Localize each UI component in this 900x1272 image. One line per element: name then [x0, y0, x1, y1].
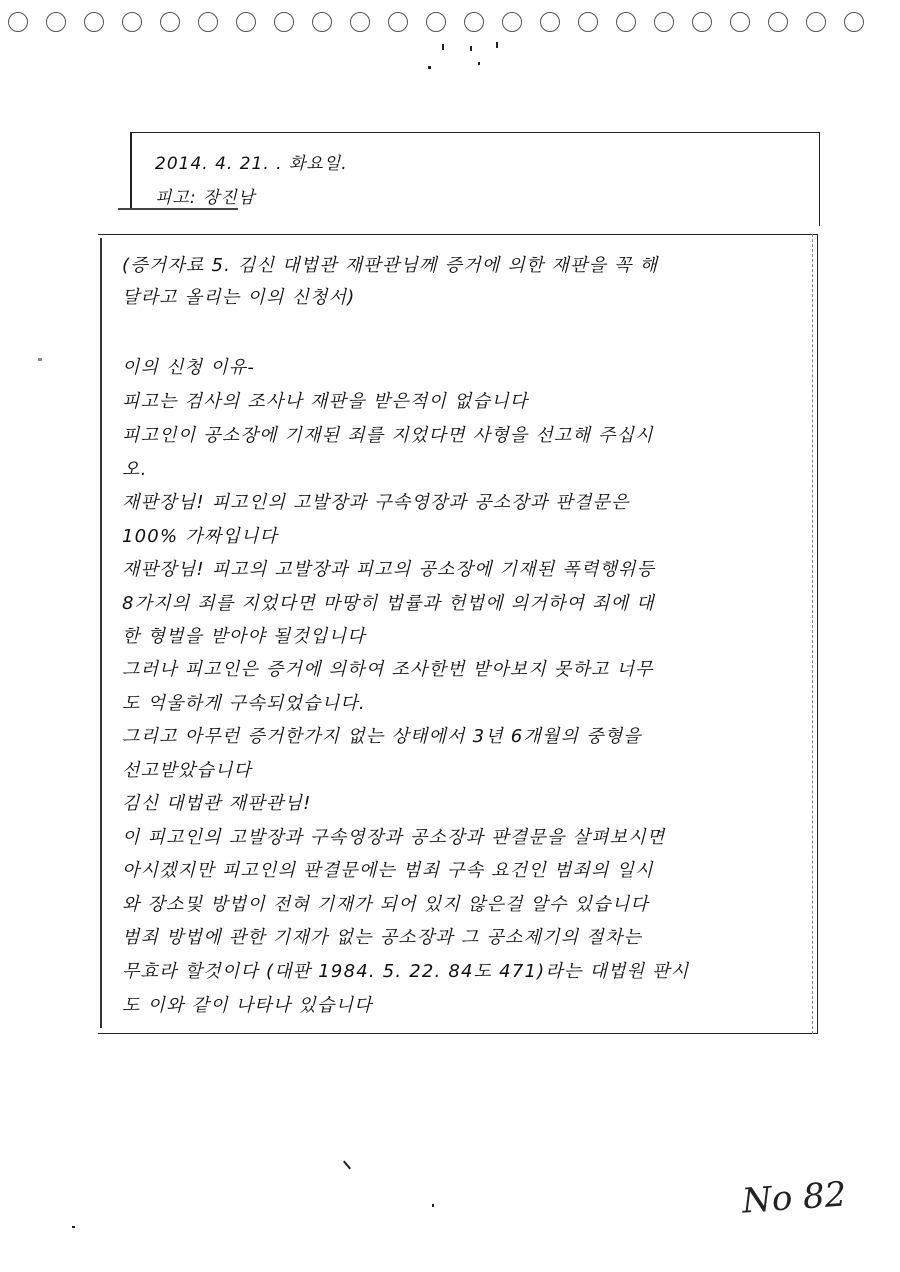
body-line: 김신 대법관 재판관님! — [122, 793, 312, 814]
scan-speck — [478, 62, 480, 65]
main-box-left-border — [100, 238, 102, 1028]
body-line: 이 피고인의 고발장과 구속영장과 공소장과 판결문을 살펴보시면 — [122, 827, 666, 848]
punch-holes — [0, 12, 900, 36]
punch-hole — [768, 12, 788, 32]
body-line: 선고받았습니다 — [122, 760, 253, 781]
scan-speck — [38, 358, 42, 361]
punch-hole — [312, 12, 332, 32]
punch-hole — [616, 12, 636, 32]
punch-hole — [274, 12, 294, 32]
punch-hole — [730, 12, 750, 32]
main-box-guide-line — [812, 234, 814, 1034]
punch-hole — [198, 12, 218, 32]
body-line: 피고인이 공소장에 기재된 죄를 지었다면 사형을 선고해 주십시 — [122, 425, 654, 446]
body-line: 그리고 아무런 증거한가지 없는 상태에서 3년 6개월의 중형을 — [122, 726, 642, 747]
body-line: 100% 가짜입니다 — [122, 526, 279, 547]
body-line: 범죄 방법에 관한 기재가 없는 공소장과 그 공소제기의 절차는 — [122, 927, 643, 948]
body-line: 재판장님! 피고의 고발장과 피고의 공소장에 기재된 폭력행위등 — [122, 559, 656, 580]
punch-hole — [236, 12, 256, 32]
punch-hole — [84, 12, 104, 32]
punch-hole — [540, 12, 560, 32]
punch-hole — [8, 12, 28, 32]
body-line: 피고는 검사의 조사나 재판을 받은적이 없습니다 — [122, 391, 529, 412]
body-line: 도 억울하게 구속되었습니다. — [122, 693, 366, 714]
body-line: 와 장소및 방법이 전혀 기재가 되어 있지 않은걸 알수 있습니다 — [122, 894, 649, 915]
body-line: 재판장님! 피고인의 고발장과 구속영장과 공소장과 판결문은 — [122, 492, 630, 513]
body-line: 무효라 할것이다 (대판 1984. 5. 22. 84도 471)라는 대법원 판시 — [122, 961, 690, 982]
punch-hole — [806, 12, 826, 32]
scan-speck — [343, 1161, 351, 1170]
punch-hole — [464, 12, 484, 32]
date-line: 2014. 4. 21. . 화요일. — [155, 154, 348, 174]
punch-hole — [692, 12, 712, 32]
punch-hole — [654, 12, 674, 32]
scan-speck — [428, 66, 431, 69]
header-box — [132, 132, 820, 226]
header-box-bottom-border — [118, 208, 238, 210]
scan-speck — [470, 46, 472, 51]
body-line: 이의 신청 이유- — [122, 357, 256, 378]
body-line: 달라고 올리는 이의 신청서) — [122, 287, 356, 308]
body-line: (증거자료 5. 김신 대법관 재판관님께 증거에 의한 재판을 꼭 해 — [122, 255, 659, 276]
scan-speck — [432, 1204, 434, 1207]
scan-speck — [72, 1226, 75, 1228]
body-line: 아시겠지만 피고인의 판결문에는 범죄 구속 요건인 범죄의 일시 — [122, 860, 654, 881]
page-number: No 82 — [740, 1174, 848, 1222]
scan-speck — [442, 44, 444, 50]
header-box-left-border — [130, 132, 132, 210]
body-line: 도 이와 같이 나타나 있습니다 — [122, 995, 373, 1016]
punch-hole — [426, 12, 446, 32]
punch-hole — [388, 12, 408, 32]
body-line: 8가지의 죄를 지었다면 마땅히 법률과 헌법에 의거하여 죄에 대 — [122, 593, 655, 614]
body-line: 한 형벌을 받아야 될것입니다 — [122, 626, 366, 647]
punch-hole — [502, 12, 522, 32]
punch-hole — [844, 12, 864, 32]
punch-hole — [350, 12, 370, 32]
punch-hole — [122, 12, 142, 32]
defendant-line: 피고: 장진남 — [155, 188, 256, 208]
punch-hole — [160, 12, 180, 32]
punch-hole — [578, 12, 598, 32]
body-line: 오. — [122, 459, 148, 480]
body-line: 그러나 피고인은 증거에 의하여 조사한번 받아보지 못하고 너무 — [122, 659, 654, 680]
scan-speck — [496, 42, 498, 48]
punch-hole — [46, 12, 66, 32]
